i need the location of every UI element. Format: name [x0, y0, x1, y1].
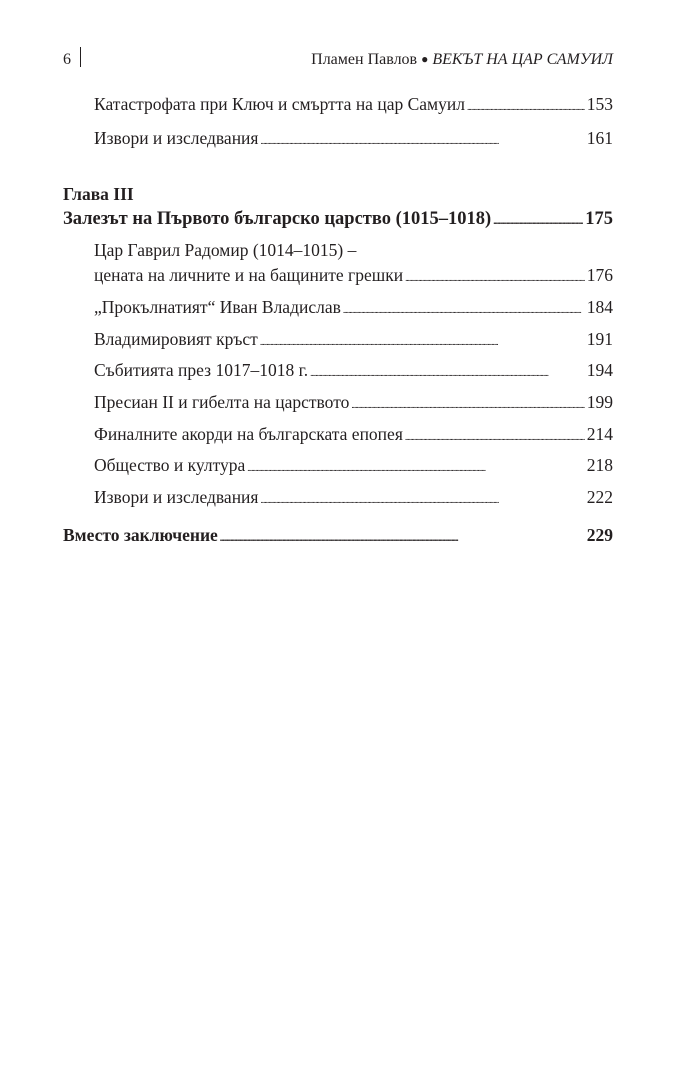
- dot-leader: [247, 458, 584, 479]
- toc-entry[interactable]: [63, 297, 613, 318]
- toc-entry-page: 191: [586, 329, 613, 349]
- toc-entry[interactable]: [63, 128, 613, 149]
- toc-entry[interactable]: [63, 360, 613, 381]
- toc-entry-page: 194: [586, 360, 613, 380]
- toc-entry-title: Финалните акорди на българската епопея: [94, 424, 403, 444]
- dot-leader: [343, 300, 585, 321]
- toc-entry-page: 153: [586, 94, 613, 114]
- toc-entry-first-line[interactable]: Цар Гаврил Радомир (1014–1015) –: [94, 240, 357, 260]
- toc-entry-title: цената на личните и на бащините грешки: [94, 265, 404, 285]
- book-title: ВЕКЪТ НА ЦАР САМУИЛ: [432, 51, 613, 68]
- toc-entry[interactable]: [63, 487, 613, 508]
- dot-leader: [351, 395, 584, 416]
- toc-entry-page: 161: [586, 128, 613, 148]
- toc-entry[interactable]: [63, 265, 613, 286]
- toc-entry-title: Владимировият кръст: [94, 329, 258, 349]
- conclusion-title: Вместо заключение: [63, 525, 218, 545]
- bullet-separator: ●: [421, 52, 429, 66]
- dot-leader: [467, 97, 585, 118]
- toc-entry-page: 214: [586, 424, 613, 444]
- toc-entry-page: 176: [586, 265, 613, 285]
- running-head: [311, 51, 613, 69]
- conclusion-entry[interactable]: [63, 525, 613, 546]
- chapter-heading: Глава III: [63, 184, 134, 204]
- toc-entry-page: 199: [586, 392, 613, 412]
- author-name: Пламен Павлов: [311, 51, 418, 68]
- dot-leader: [493, 211, 583, 232]
- toc-entry-page: 218: [586, 455, 613, 475]
- dot-leader: [260, 490, 584, 511]
- conclusion-page: 229: [586, 525, 613, 545]
- chapter-title: Залезът на Първото българско царство (1015–1018): [63, 209, 492, 229]
- toc-entry[interactable]: [63, 424, 613, 445]
- toc-entry-title: Катастрофата при Ключ и смъртта на цар Самуил: [94, 94, 465, 114]
- toc-entry[interactable]: [63, 94, 613, 115]
- dot-leader: [405, 268, 585, 289]
- toc-entry-title: Събитията през 1017–1018 г.: [94, 360, 309, 380]
- toc-entry[interactable]: [63, 455, 613, 476]
- chapter-title-entry[interactable]: [63, 209, 613, 230]
- dot-leader: [260, 332, 585, 353]
- toc-entry-title: „Прокълнатият“ Иван Владислав: [94, 297, 341, 317]
- chapter-page: 175: [585, 209, 613, 229]
- toc-entry[interactable]: [63, 392, 613, 413]
- header-divider: [80, 47, 81, 67]
- dot-leader: [310, 363, 585, 384]
- dot-leader: [405, 427, 585, 448]
- toc-entry[interactable]: [63, 329, 613, 350]
- toc-entry-title: Общество и култура: [94, 455, 246, 475]
- toc-entry-page: 184: [586, 297, 613, 317]
- toc-entry-title: Пресиан II и гибелта на царството: [94, 392, 350, 412]
- page-number: 6: [63, 51, 71, 68]
- toc-entry-page: 222: [586, 487, 613, 507]
- dot-leader: [260, 131, 584, 152]
- toc-entry-title: Извори и изследвания: [94, 128, 259, 148]
- running-header: [63, 47, 613, 73]
- toc-entry-title: Извори и изследвания: [94, 487, 259, 507]
- dot-leader: [220, 528, 585, 549]
